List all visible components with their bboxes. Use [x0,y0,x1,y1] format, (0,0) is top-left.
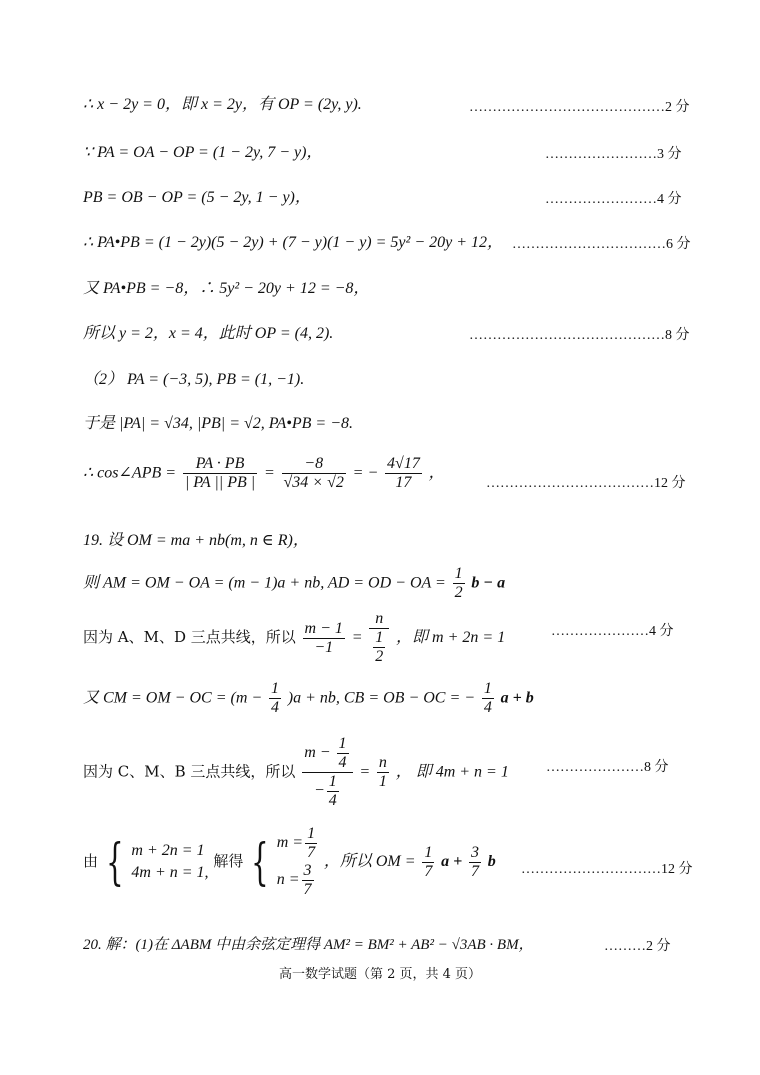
score-4: ……………………4 分 [545,192,682,207]
solution-line-1: ∴ x − 2y = 0，即 x = 2y，有 OP = (2y, y). [83,96,362,113]
score-4b: …………………4 分 [551,624,674,639]
q19-line-3: 因为 A、M、D 三点共线，所以 $\frac{m - 1}{-1}$ = $\frac{n}{\frac{1}{2}}$ ，即 m + 2n = 1 [83,610,506,665]
cos-formula-line: ∴ cos∠APB = $\frac{PA \cdot PB}{| PA || PB |}$ = $\frac{-8}{√34 \times √2}$ = − $\frac{4√17}{17}$ ， [83,455,445,491]
score-8b: …………………8 分 [546,760,669,775]
q19-line-6: 由 { m + 2n = 1 4m + n = 1, 解得 { m = $\frac{1}{7}$ n = $\frac{3}{7}$ ，所以 OM = $\frac{1}{7}$ a + $\frac{3}{7}$ b [83,825,496,898]
page-footer: 高一数学试题（第 2 页，共 4 页） [278,967,482,982]
solution-line-4: ∴ PA•PB = (1 − 2y)(5 − 2y) + (7 − y)(1 − y) = 5y² − 20y + 12， [83,234,504,251]
part2-line-1: （2） PA = (−3, 5), PB = (1, −1). [83,371,305,388]
solution-line-2: ∵ PA = OA − OP = (1 − 2y, 7 − y)， [83,144,323,161]
score-6: ……………………………6 分 [512,237,691,252]
q19-line-2: 则 AM = OM − OA = (m − 1)a + nb, AD = OD − OA = $\frac{1}{2}$ b − a [83,565,506,601]
q20-line-1: 20. 解：(1)在 ΔABM 中由余弦定理得 AM² = BM² + AB² − √3AB · BM， [83,937,534,953]
solution-line-3: PB = OB − OP = (5 − 2y, 1 − y)， [83,189,311,206]
score-12: ………………………………12 分 [486,476,686,491]
q19-line-1: 19. 设 OM = ma + nb(m, n ∈ R)， [83,532,309,549]
score-2: ……………………………………2 分 [469,100,690,115]
score-12b: …………………………12 分 [521,862,693,877]
score-8: ……………………………………8 分 [469,328,690,343]
q19-line-4: 又 CM = OM − OC = (m − $\frac{1}{4}$ )a + nb, CB = OB − OC = − $\frac{1}{4}$ a + b [83,680,534,716]
solution-line-6: 所以 y = 2，x = 4，此时 OP = (4, 2). [83,325,334,342]
solution-line-5: 又 PA•PB = −8，∴ 5y² − 20y + 12 = −8， [83,280,370,297]
score-3: ……………………3 分 [545,147,682,162]
part2-line-2: 于是 |PA| = √34, |PB| = √2, PA•PB = −8. [83,415,354,432]
score-2b: ………2 分 [604,939,671,954]
q19-line-5: 因为 C、M、B 三点共线，所以 m − $\frac{1}{4}$ − $\frac{1}{4}$ = $\frac{n}{1}$ ， 即 4m + n = 1 [83,735,509,809]
